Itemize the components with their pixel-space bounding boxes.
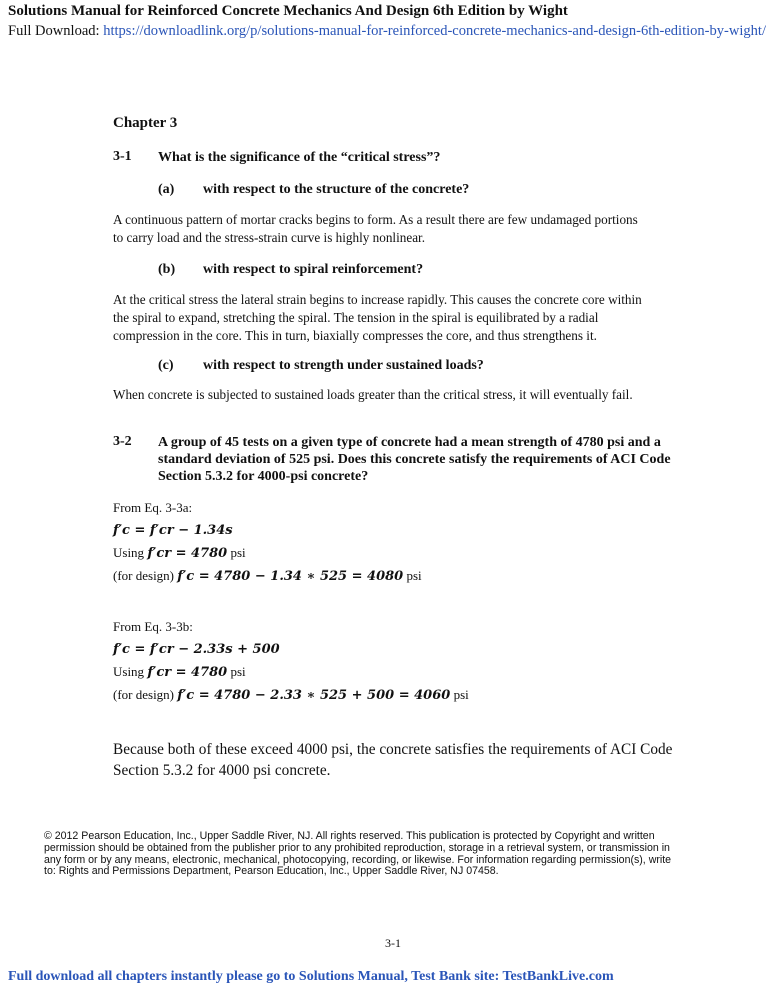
eq-3-3b-using-unit: psi bbox=[227, 664, 246, 679]
eq-3-3b-design-line bbox=[113, 684, 469, 707]
eq-3-3b-label: From Eq. 3-3b: bbox=[113, 619, 193, 634]
eq-3-3a-design-formula: f′c = 4780 − 1.34 ∗ 525 = 4080 bbox=[177, 569, 404, 584]
eq-3-3a-using-formula: f′cr = 4780 bbox=[147, 546, 228, 561]
copyright-line: © 2012 Pearson Education, Inc., Upper Saddle River, NJ. All rights reserved. This publication is protected by Copyright and written bbox=[44, 830, 655, 842]
question-3-2-line: A group of 45 tests on a given type of concrete had a mean strength of 4780 psi and a bbox=[158, 435, 661, 450]
part-c-question: with respect to strength under sustained loads? bbox=[203, 358, 484, 373]
question-3-1-text: What is the significance of the “critical stress”? bbox=[158, 150, 441, 165]
eq-3-3b-block bbox=[113, 616, 469, 707]
eq-3-3b-design-formula: f′c = 4780 − 2.33 ∗ 525 + 500 = 4060 bbox=[177, 688, 451, 703]
part-a-question: with respect to the structure of the concrete? bbox=[203, 182, 470, 197]
part-b-question: with respect to spiral reinforcement? bbox=[203, 262, 424, 277]
question-number-3-1: 3-1 bbox=[113, 149, 132, 164]
eq-3-3a-design-unit: psi bbox=[403, 568, 422, 583]
eq-3-3b-design-unit: psi bbox=[450, 687, 469, 702]
part-a-answer-line: A continuous pattern of mortar cracks begins to form. As a result there are few undamaged portions bbox=[113, 212, 638, 227]
chapter-heading: Chapter 3 bbox=[113, 115, 178, 131]
part-c-label: (c) bbox=[158, 358, 174, 373]
conclusion-line: Because both of these exceed 4000 psi, the concrete satisfies the requirements of ACI Code bbox=[113, 741, 673, 758]
part-b-answer-line: compression in the core. This in turn, biaxially compresses the core, and thus strengthens it. bbox=[113, 328, 597, 343]
conclusion bbox=[113, 739, 672, 781]
page-number: 3-1 bbox=[385, 936, 401, 950]
question-3-2-line: standard deviation of 525 psi. Does this concrete satisfy the requirements of ACI Code bbox=[158, 452, 671, 467]
part-b-label: (b) bbox=[158, 262, 176, 277]
eq-3-3b-formula-line bbox=[113, 638, 469, 661]
part-a-answer bbox=[113, 211, 638, 247]
part-b-answer-line: At the critical stress the lateral strain begins to increase rapidly. This causes the concrete core within bbox=[113, 292, 642, 307]
eq-3-3a-using-line bbox=[113, 542, 422, 565]
part-a-answer-line: to carry load and the stress-strain curve is highly nonlinear. bbox=[113, 230, 426, 245]
eq-3-3a-formula: f′c = f′cr − 1.34s bbox=[113, 523, 233, 538]
copyright-line: to: Rights and Permissions Department, Pearson Education, Inc., Upper Saddle River, NJ 07458. bbox=[44, 865, 499, 878]
download-line bbox=[8, 23, 766, 40]
eq-3-3b-using-formula: f′cr = 4780 bbox=[147, 665, 228, 680]
eq-3-3b-formula: f′c = f′cr − 2.33s + 500 bbox=[113, 642, 280, 657]
download-label: Full Download: bbox=[8, 23, 104, 39]
eq-3-3b-using-line bbox=[113, 661, 469, 684]
part-a-label: (a) bbox=[158, 182, 175, 197]
part-c-answer: When concrete is subjected to sustained loads greater than the critical stress, it will eventually fail. bbox=[113, 387, 633, 402]
question-3-2-line: Section 5.3.2 for 4000-psi concrete? bbox=[158, 469, 369, 484]
copyright-line: permission should be obtained from the publisher prior to any prohibited reproduction, storage in a retrieval system, or transmission in bbox=[44, 841, 670, 854]
question-number-3-2: 3-2 bbox=[113, 434, 132, 449]
eq-3-3a-using-prefix: Using bbox=[113, 545, 148, 560]
eq-3-3a-design-prefix: (for design) bbox=[113, 568, 178, 583]
copyright-line: any form or by any means, electronic, mechanical, photocopying, recording, or likewise. For information regarding permission(s), write bbox=[44, 853, 672, 866]
eq-3-3b-design-prefix: (for design) bbox=[113, 687, 178, 702]
question-3-2-text bbox=[158, 434, 671, 485]
conclusion-line: Section 5.3.2 for 4000 psi concrete. bbox=[113, 762, 331, 779]
footer-promo-link[interactable]: Full download all chapters instantly please go to Solutions Manual, Test Bank site: TestBankLive.com bbox=[8, 969, 614, 984]
eq-3-3b-using-prefix: Using bbox=[113, 664, 148, 679]
eq-3-3a-using-unit: psi bbox=[227, 545, 246, 560]
part-b-answer bbox=[113, 291, 642, 345]
eq-3-3a-design-line bbox=[113, 565, 422, 588]
document-title: Solutions Manual for Reinforced Concrete Mechanics And Design 6th Edition by Wight bbox=[8, 3, 568, 19]
eq-3-3a-label: From Eq. 3-3a: bbox=[113, 500, 193, 515]
copyright-notice bbox=[44, 831, 734, 878]
eq-3-3a-block bbox=[113, 497, 422, 588]
part-b-answer-line: the spiral to expand, stretching the spiral. The tension in the spiral is equilibrated by a radial bbox=[113, 310, 599, 325]
eq-3-3a-formula-line bbox=[113, 519, 422, 542]
download-link[interactable]: https://downloadlink.org/p/solutions-manual-for-reinforced-concrete-mechanics-and-design-6th-edition-by-wight/ bbox=[103, 23, 766, 39]
